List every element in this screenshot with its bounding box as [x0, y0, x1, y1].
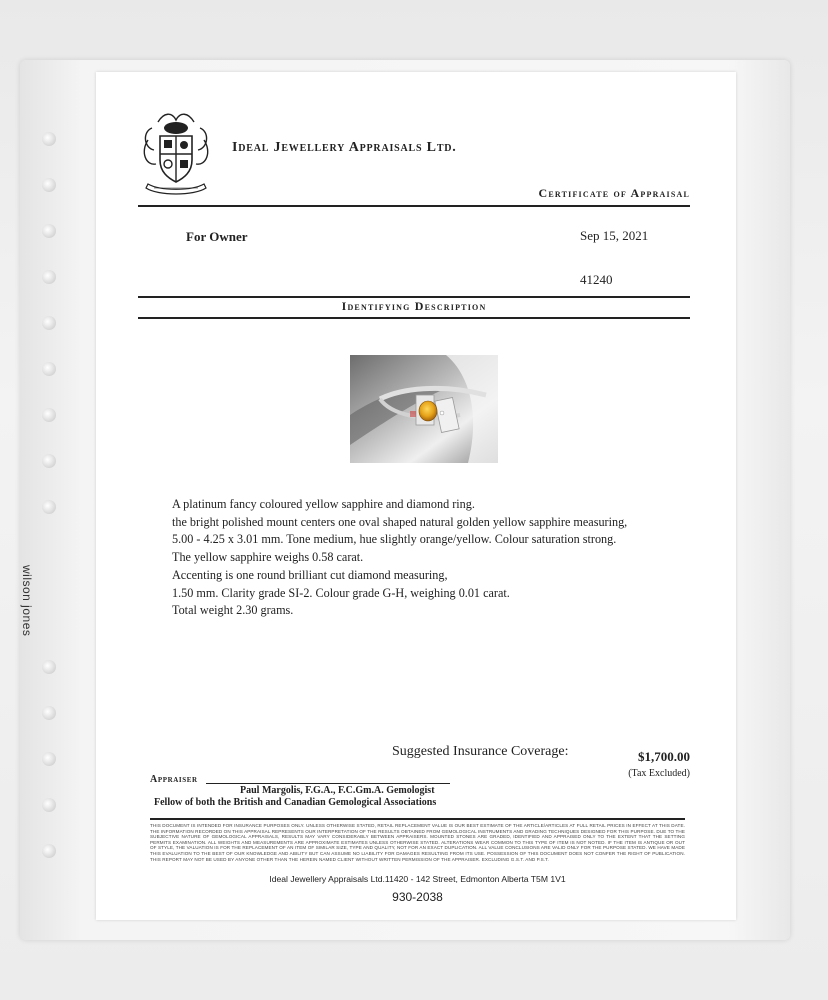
binder-hole — [42, 362, 56, 376]
description-line: the bright polished mount centers one oval shaped natural golden yellow sapphire measuring, — [172, 514, 628, 529]
appraiser-name: Paul Margolis, F.G.A., F.C.Gm.A. Gemologist — [240, 785, 435, 796]
owner-label: For Owner — [186, 229, 248, 244]
binder-hole — [42, 224, 56, 238]
footer-address: Ideal Jewellery Appraisals Ltd.11420 - 142 Street, Edmonton Alberta T5M 1V1 — [269, 874, 566, 884]
signature-line — [206, 783, 450, 784]
appraiser-label: Appraiser — [150, 774, 198, 785]
description-line: The yellow sapphire weighs 0.58 carat. — [172, 550, 364, 565]
description-line: A platinum fancy coloured yellow sapphire and diamond ring. — [172, 497, 475, 511]
company-name: Ideal Jewellery Appraisals Ltd. — [232, 140, 457, 155]
item-description — [172, 496, 672, 620]
binder-hole — [42, 844, 56, 858]
binder-hole — [42, 752, 56, 766]
description-line: 5.00 - 4.25 x 3.01 mm. Tone medium, hue slightly orange/yellow. Colour saturation strong. — [172, 532, 617, 547]
legal-disclaimer: THIS DOCUMENT IS INTENDED FOR INSURANCE PURPOSES ONLY. UNLESS OTHERWISE STATED, RETAIL REPLACEMENT VALUE IS OUR BEST ESTIMATE OF THE ARTICLE/ARTICLES AT FULL RETAIL PRICES IN EFFECT AT THIS DATE. THE INFORMATION RECORDED ON THIS APPRAISAL REPRESENTS OUR INTERPRETATION OF THE RESULTS OBTAINED FROM GEMOLOGICAL INSTRUMENTS AND GRADING TECHNIQUES DESIGNED FOR THIS PURPOSE. DUE TO THE SUBJECTIVE NATURE OF GEMOLOGICAL APPRAISALS, RESULTS MAY VARY CONSIDERABLY BETWEEN APPRAISERS. MOUNTED STONES ARE GRADED, IDENTIFIED AND APPRAISED ONLY TO THE EXTENT THAT THE SETTING PERMITS EXAMINATION. ALL WEIGHTS AND MEASUREMENTS ARE APPROXIMATE ESTIMATES UNLESS OTHERWISE STATED. ALTERATIONS WEAR COMMON TO THIS TYPE OF ITEM IS NOT NOTED. IF THE ITEM IS ANTIQUE OR OUT OF STYLE, THE VALUATION IS FOR THE REPLACEMENT OF AN ITEM OF SIMILAR SIZE, TYPE AND QUALITY, NOT FOR AN EXACT DUPLICATION. ALL VALUE CONCLUSIONS ARE VALID ONLY FOR THE PURPOSE STATED. WE HAVE MADE THIS EVALUATION TO THE BEST OF OUR KNOWLEDGE AND ABILITY BUT CAN ASSUME NO LIABILITY FOR DAMAGES RESULTING FROM ITS USE. POSSESSION OF THIS DOCUMENT DOES NOT CONFER THE RIGHT OF PUBLICATION. THIS REPORT MAY NOT BE USED BY ANYONE OTHER THAN THE HEREIN NAMED CLIENT WITHOUT WRITTEN PERMISSION OF THE APPRAISER. EXCLUDING G.S.T. AND P.S.T. — [150, 823, 685, 862]
binder-hole — [42, 500, 56, 514]
binder-hole — [42, 132, 56, 146]
binder-hole — [42, 408, 56, 422]
binder-hole — [42, 454, 56, 468]
binder-hole — [42, 798, 56, 812]
divider-line — [138, 205, 690, 207]
description-line: 1.50 mm. Clarity grade SI-2. Colour grade G-H, weighing 0.01 carat. — [172, 585, 510, 600]
appraiser-credentials: Fellow of both the British and Canadian Gemological Associations — [154, 797, 437, 808]
appraisal-date: Sep 15, 2021 — [580, 228, 649, 243]
insurance-coverage-amount: $1,700.00 — [638, 749, 690, 764]
sleeve-brand-label: wilson jones — [20, 565, 34, 637]
divider-line — [138, 317, 690, 319]
tax-note: (Tax Excluded) — [628, 768, 690, 779]
binder-hole — [42, 316, 56, 330]
section-title: Identifying Description — [341, 299, 487, 313]
binder-hole — [42, 178, 56, 192]
certificate-number: 41240 — [580, 272, 613, 287]
footer-phone: 930-2038 — [392, 890, 443, 904]
description-line: Accenting is one round brilliant cut diamond measuring, — [172, 567, 448, 582]
divider-line — [138, 296, 690, 298]
description-line: Total weight 2.30 grams. — [172, 603, 294, 618]
divider-line — [150, 818, 685, 820]
ring-photo — [350, 355, 498, 463]
binder-hole — [42, 270, 56, 284]
binder-hole — [42, 706, 56, 720]
insurance-coverage-label: Suggested Insurance Coverage: — [392, 744, 569, 759]
binder-hole — [42, 660, 56, 674]
coat-of-arms-crest — [138, 108, 214, 200]
certificate-title: Certificate of Appraisal — [538, 186, 690, 200]
